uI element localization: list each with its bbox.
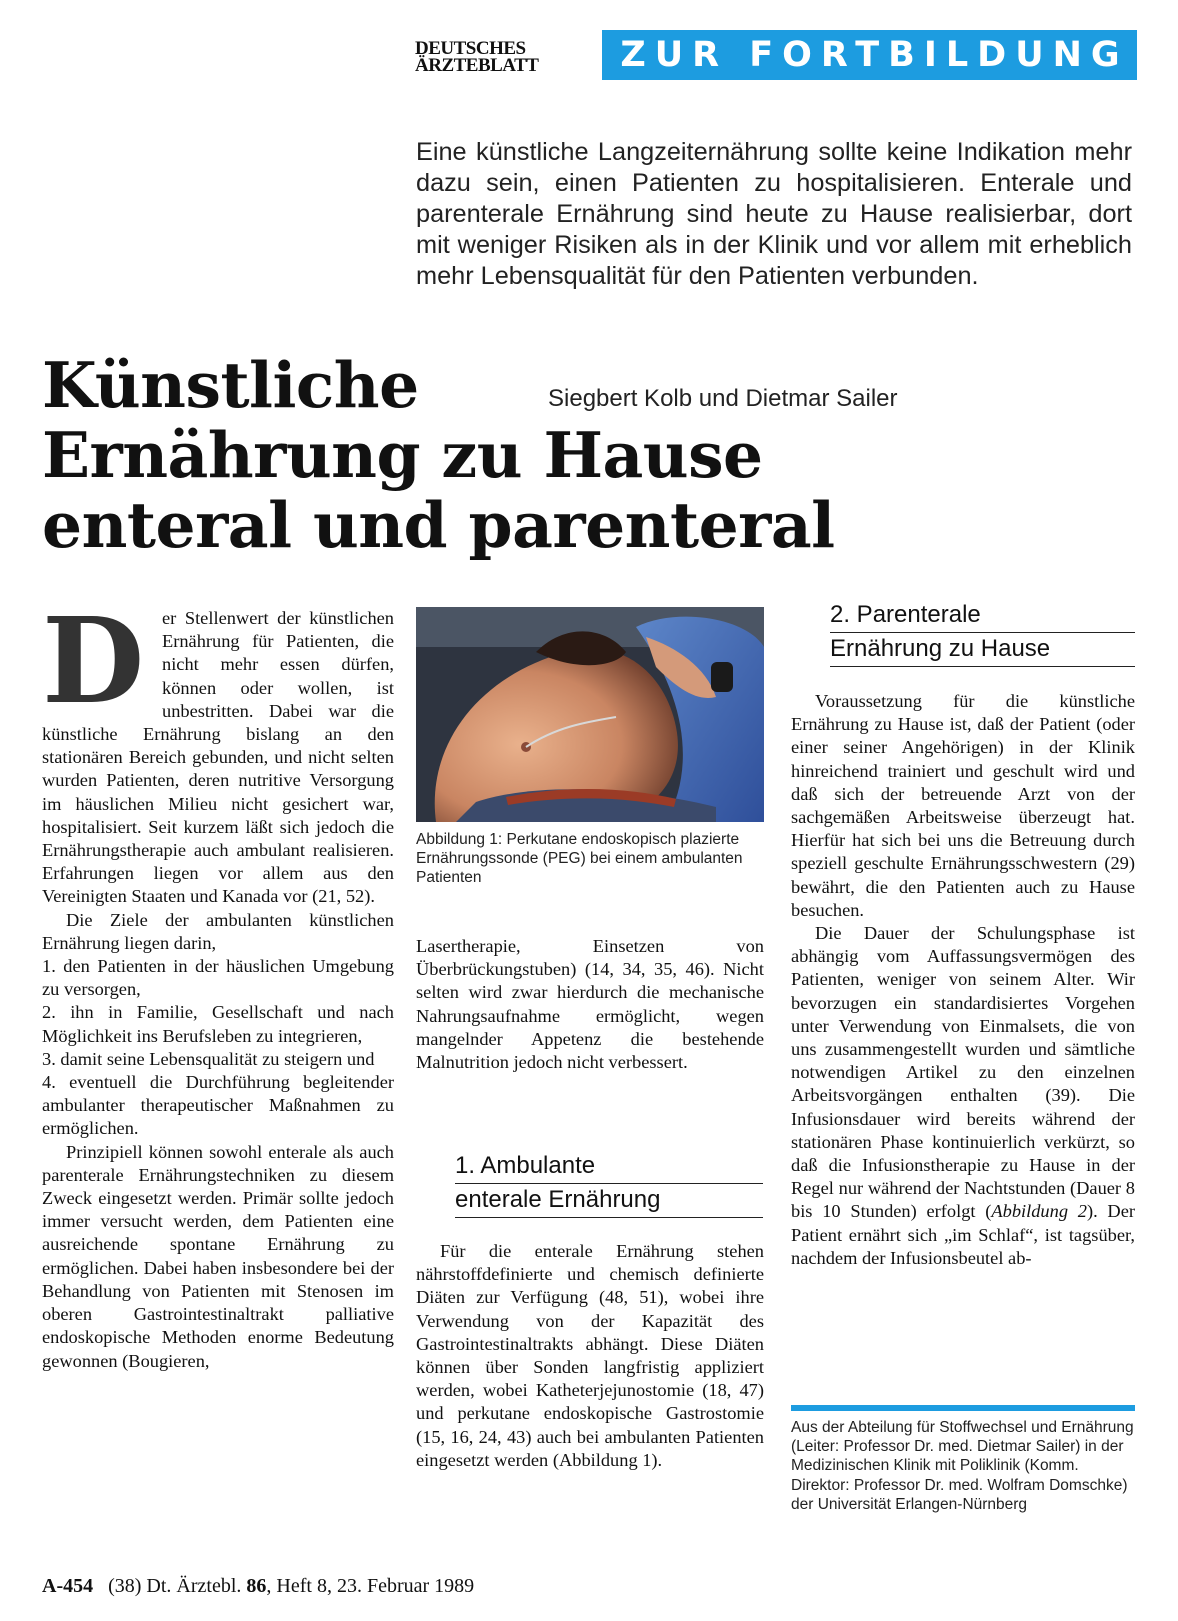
body-paragraph: Voraussetzung für die künstliche Ernährung zu Hause ist, daß der Patient (oder einer seiner Angehörigen) in der Klinik hinreichend trainiert und geschult wird und daß sich der betreuende Arzt von der sachgemäßen Arbeitsweise überzeugt hat. Hierfür hat sich bei uns die Betreuung durch speziell geschulte Ernährungsschwestern (29) bewährt, die den Patienten auch zu Hause besuchen. <box>791 691 1135 920</box>
section-heading-1 <box>455 1150 763 1218</box>
section-heading-2 <box>830 599 1135 667</box>
issue-date: , Heft 8, 23. Februar 1989 <box>266 1575 475 1597</box>
body-paragraph: Prinzipiell können sowohl enterale als auch parenterale Ernährungstechniken zu diesem Zweck eingesetzt werden. Primär sollte jedoch immer versucht werden, dem Patienten eine ausreichende spontane Ernährung zu ermöglichen. Dabei haben insbesondere bei der Behandlung von Patienten mit Stenosen im oberen Gastrointestinaltrakt palliative endoskopische Methoden enorme Bedeutung gewonnen (Bougieren, <box>42 1141 394 1371</box>
body-paragraph: Die Ziele der ambulanten künstlichen Ernährung liegen darin, <box>42 909 394 953</box>
article-title <box>42 350 1002 560</box>
heading-line: 1. Ambulante <box>455 1150 763 1184</box>
volume-number: 86 <box>246 1575 267 1597</box>
title-line-1: Künstliche <box>42 348 419 422</box>
authors: Siegbert Kolb und Dietmar Sailer <box>548 385 898 412</box>
column-3 <box>791 690 1135 1270</box>
body-paragraph <box>791 922 1135 1270</box>
heading-line: 2. Parenterale <box>830 599 1135 633</box>
list-item: 2. ihn in Familie, Gesellschaft und nach Möglichkeit ins Berufsleben zu integrieren, <box>42 1002 394 1046</box>
page-footer <box>42 1575 474 1598</box>
section-banner: ZUR FORTBILDUNG <box>602 30 1137 80</box>
column-2-continued <box>416 1240 764 1472</box>
heading-line: enterale Ernährung <box>455 1184 763 1218</box>
figure-caption: Abbildung 1: Perkutane endoskopisch plazierte Ernährungssonde (PEG) bei einem ambulanten Patienten <box>416 831 743 886</box>
figure-photo <box>416 607 764 822</box>
title-line-3: enteral und parenteral <box>42 488 835 562</box>
lead-paragraph: Eine künstliche Langzeiternährung sollte keine Indikation mehr dazu sein, einen Patienten zu hospitalisieren. Enterale und parenterale Ernährung sind heute zu Hause realisierbar, dort mit weniger Risiken als in der Klinik und vor allem mit erheblich mehr Lebensqualität für den Patienten verbunden. <box>416 138 1132 290</box>
body-paragraph: Für die enterale Ernährung stehen nährstoffdefinierte und chemisch definierte Diäten zur Verfügung (48, 51), wobei ihre Verwendung von der Kapazität des Gastrointestinaltrakts abhängt. Diese Diäten können über Sonden langfristig appliziert werden, wobei Katheterjejunostomie (18, 47) und perkutane endoskopische Gastrostomie (15, 16, 24, 43) auch bei ambulanten Patienten eingesetzt werden (Abbildung 1). <box>416 1241 764 1470</box>
logo-line-2: ÄRZTEBLATT <box>415 55 539 76</box>
title-line-2: Ernährung zu Hause <box>42 418 763 492</box>
figure-reference: Abbildung 2 <box>991 1201 1087 1222</box>
text-run: Die Dauer der Schulungsphase ist abhängig vom Auffassungsvermögen des Patienten, weniger von seinem Alter. Wir bevorzugen ein standardisiertes Vorgehen unter Verwendung von Einmalsets, die von uns zusammengestellt wurden und sämtliche notwendigen Artikel zu den einzelnen Arbeitsvorgängen enthalten (39). Die Infusionsdauer wird bereits während der stationären Phase kontinuierlich verkürzt, so daß die Infusionstherapie zu Hause in der Regel nur während der Nachtstunden (Dauer 8 bis 10 Stunden) erfolgt ( <box>791 923 1135 1222</box>
body-paragraph: er Stellenwert der künstlichen Ernährung für Patienten, die nicht mehr essen dürfen, können oder wollen, ist unbestritten. Dabei war die künstliche Ernährung bislang an den stationären Bereich gebunden, und nicht selten wurden Patienten, deren nutritive Versorgung im häuslichen Milieu nicht gesichert war, hospitalisiert. Seit kurzem läßt sich jedoch die Ernährungstherapie auch ambulant realisieren. Erfahrungen liegen vor allem aus den Vereinigten Staaten und Kanada vor (21, 52). <box>42 608 394 907</box>
list-item: 3. damit seine Lebensqualität zu steigern und <box>42 1048 375 1069</box>
list-item: 1. den Patienten in der häuslichen Umgebung zu versorgen, <box>42 956 394 1000</box>
column-2 <box>416 935 764 1074</box>
logo-line-1: DEUTSCHES <box>415 38 526 59</box>
journal-logo <box>415 40 595 74</box>
column-1 <box>42 591 394 1373</box>
text-run: ). Der Patient ernährt sich „im Schlaf“, ist tagsüber, nachdem der Infusionsbeutel ab- <box>791 1201 1136 1268</box>
drop-cap: D <box>42 591 145 730</box>
patient-photo-icon <box>416 607 764 822</box>
affiliation-rule <box>791 1405 1135 1411</box>
list-item: 4. eventuell die Durchführung begleitender ambulanter therapeutischer Maßnahmen zu ermöglichen. <box>42 1072 394 1139</box>
heading-line: Ernährung zu Hause <box>830 633 1135 667</box>
body-paragraph: Lasertherapie, Einsetzen von Überbrückungstuben) (14, 34, 35, 46). Nicht selten wird zwar hierdurch die mechanische Nahrungsaufnahme ermöglicht, wegen mangelnder Appetenz die bestehende Malnutrition jedoch nicht verbessert. <box>416 936 764 1073</box>
page-number: A-454 <box>42 1575 94 1597</box>
journal-citation: (38) Dt. Ärztebl. <box>108 1575 242 1597</box>
affiliation-note: Aus der Abteilung für Stoffwechsel und Ernährung (Leiter: Professor Dr. med. Dietmar Sailer) in der Medizinischen Klinik mit Poliklinik (Komm. Direktor: Professor Dr. med. Wolfram Domschke) der Universität Erlangen-Nürnberg <box>791 1419 1134 1513</box>
